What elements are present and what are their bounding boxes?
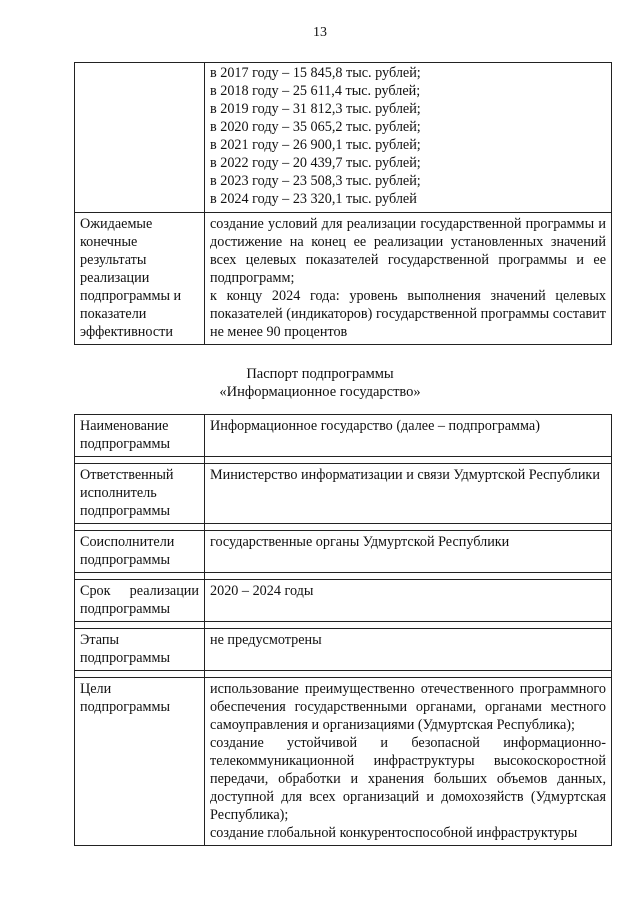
- executor-row: [75, 464, 612, 524]
- term-value: 2020 – 2024 годы: [205, 580, 612, 622]
- funding-row: [75, 63, 612, 213]
- funding-results-table: [74, 62, 612, 345]
- funding-line-2019: в 2019 году – 31 812,3 тыс. рублей;: [210, 101, 421, 117]
- term-row: [75, 580, 612, 622]
- goals-value-1: использование преимущественно отечественного программного обеспечения государственными органами, органами местного самоуправления и организациями (Удмуртская Республика);: [210, 681, 606, 733]
- funding-line-2020: в 2020 году – 35 065,2 тыс. рублей;: [210, 119, 421, 135]
- goals-label: Цели подпрограммы: [75, 678, 205, 846]
- passport-title: [0, 365, 640, 401]
- stages-value: не предусмотрены: [205, 629, 612, 671]
- goals-value-cell: [205, 678, 612, 846]
- name-label: Наименование подпрограммы: [75, 415, 205, 457]
- coexecutors-value: государственные органы Удмуртской Республики: [205, 531, 612, 573]
- term-label: [75, 580, 205, 622]
- coexecutors-label: Соисполнители подпрограммы: [75, 531, 205, 573]
- term-label-word-2: реализации: [129, 583, 199, 599]
- results-row: [75, 213, 612, 345]
- goals-value-2: создание устойчивой и безопасной информационно-телекоммуникационной инфраструктуры высокоскоростной передачи, обработки и хранения больших объемов данных, доступной для всех организаций и домохозяйств (Удмуртская Республика);: [210, 735, 606, 823]
- coexecutors-row: [75, 531, 612, 573]
- funding-line-2021: в 2021 году – 26 900,1 тыс. рублей;: [210, 137, 421, 153]
- funding-line-2022: в 2022 году – 20 439,7 тыс. рублей;: [210, 155, 421, 171]
- passport-title-line-2: «Информационное государство»: [219, 384, 421, 400]
- results-value-cell: [205, 213, 612, 345]
- stages-label: Этапы подпрограммы: [75, 629, 205, 671]
- name-row: [75, 415, 612, 457]
- funding-line-2017: в 2017 году – 15 845,8 тыс. рублей;: [210, 65, 421, 81]
- stages-row: [75, 629, 612, 671]
- funding-line-2018: в 2018 году – 25 611,4 тыс. рублей;: [210, 83, 421, 99]
- term-label-word-1: Срок: [80, 583, 111, 599]
- term-label-word-3: подпрограммы: [80, 601, 170, 617]
- results-value-2: к концу 2024 года: уровень выполнения значений целевых показателей (индикаторов) государственной программы составит не менее 90 процентов: [210, 288, 606, 340]
- goals-row: [75, 678, 612, 846]
- name-value: Информационное государство (далее – подпрограмма): [205, 415, 612, 457]
- results-value-1: создание условий для реализации государственной программы и достижение на конец ее реализации установленных значений всех целевых показателей государственной программы и ее подпрограмм;: [210, 216, 606, 286]
- page-number: 13: [313, 25, 327, 40]
- funding-label-cell: [75, 63, 205, 213]
- passport-table: [74, 414, 612, 846]
- funding-line-2024: в 2024 году – 23 320,1 тыс. рублей: [210, 191, 417, 207]
- funding-value-cell: [205, 63, 612, 213]
- results-label: Ожидаемые конечные результаты реализации подпрограммы и показатели эффективности: [75, 213, 205, 345]
- executor-value: Министерство информатизации и связи Удмуртской Республики: [205, 464, 612, 524]
- passport-title-line-1: Паспорт подпрограммы: [246, 366, 394, 382]
- executor-label: Ответственный исполнитель подпрограммы: [75, 464, 205, 524]
- goals-value-3: создание глобальной конкурентоспособной инфраструктуры: [210, 825, 578, 841]
- funding-line-2023: в 2023 году – 23 508,3 тыс. рублей;: [210, 173, 421, 189]
